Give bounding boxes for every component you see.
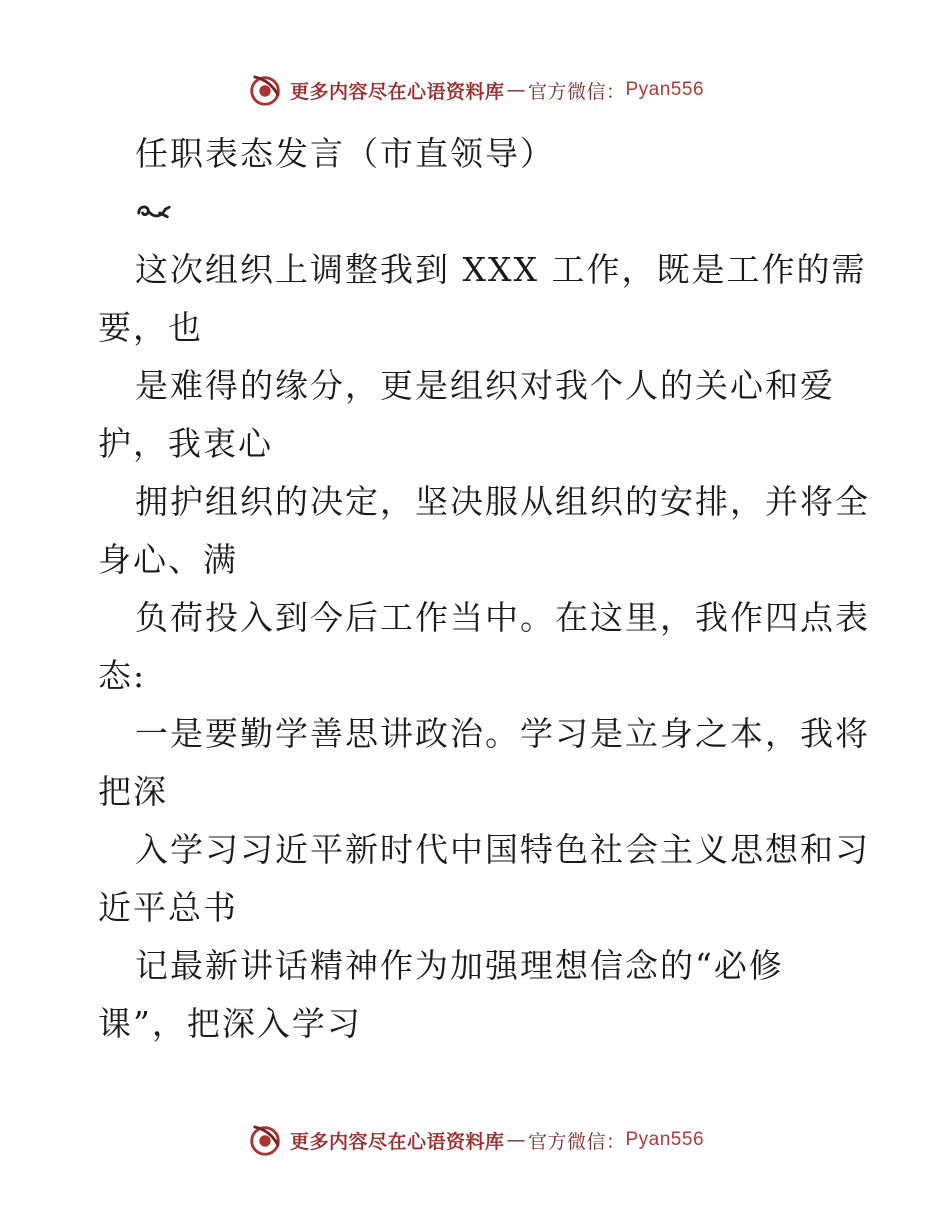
text-line: 这次组织上调整我到 XXX 工作，既是工作的需	[135, 250, 867, 289]
quill-seal-icon	[246, 71, 284, 109]
text-line: 记最新讲话精神作为加强理想信念的“必修	[135, 946, 784, 985]
header-banner	[0, 70, 950, 110]
text-line: 入学习习近平新时代中国特色社会主义思想和习	[135, 830, 870, 869]
quill-seal-icon	[246, 1121, 284, 1159]
banner-wechat-label: 官方微信：	[527, 80, 626, 103]
ornament	[98, 183, 868, 241]
banner-site-text: 更多内容尽在心语资料库	[289, 1130, 505, 1153]
text-line: 拥护组织的决定，坚决服从组织的安排，并将全	[135, 482, 870, 521]
document-body	[98, 125, 868, 1053]
banner-account: Pyan556	[625, 79, 705, 100]
text-line: 态:	[98, 656, 147, 695]
banner-account: Pyan556	[625, 1129, 705, 1150]
banner-site-text: 更多内容尽在心语资料库	[289, 80, 505, 103]
paragraph-lines	[98, 241, 868, 1053]
text-line: 一是要勤学善思讲政治。学习是立身之本，我将	[135, 714, 870, 753]
text-line: 近平总书	[98, 888, 238, 927]
text-line: 要，也	[98, 308, 203, 347]
footer-banner	[0, 1120, 950, 1160]
text-line: 课”，把深入学习	[98, 1004, 362, 1043]
text-line: 把深	[98, 772, 168, 811]
banner-separator: —	[506, 79, 526, 101]
banner-separator: —	[506, 1129, 526, 1151]
document-title: 任职表态发言（市直领导）	[135, 134, 555, 173]
scroll-ornament-icon	[135, 199, 173, 225]
text-line: 是难得的缘分，更是组织对我个人的关心和爱	[135, 366, 835, 405]
text-line: 负荷投入到今后工作当中。在这里，我作四点表	[135, 598, 870, 637]
text-line: 护，我衷心	[98, 424, 273, 463]
banner-wechat-label: 官方微信：	[527, 1130, 626, 1153]
text-line: 身心、满	[98, 540, 238, 579]
